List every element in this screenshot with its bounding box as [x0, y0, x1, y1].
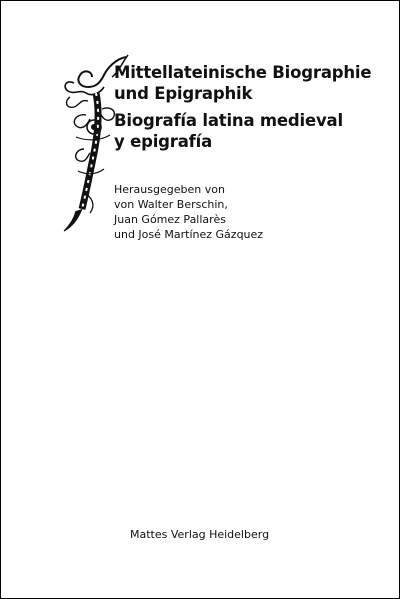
title-german-line-2: und Epigraphik	[114, 84, 253, 103]
editors-line-4: und José Martínez Gázquez	[114, 228, 264, 241]
title-block	[114, 62, 394, 152]
editors-line-2: von Walter Berschin,	[114, 198, 228, 211]
editors-line-1: Herausgegeben von	[114, 183, 225, 196]
publisher-name: Mattes Verlag Heidelberg	[130, 528, 270, 541]
editors-block	[114, 182, 263, 242]
editors-line-3: Juan Gómez Pallarès	[114, 213, 226, 226]
title-german-line-1: Mittellateinische Biographie	[114, 63, 372, 82]
title-spanish-line-2: y epigrafía	[114, 132, 213, 151]
title-spanish-line-1: Biografía latina medieval	[114, 111, 343, 130]
